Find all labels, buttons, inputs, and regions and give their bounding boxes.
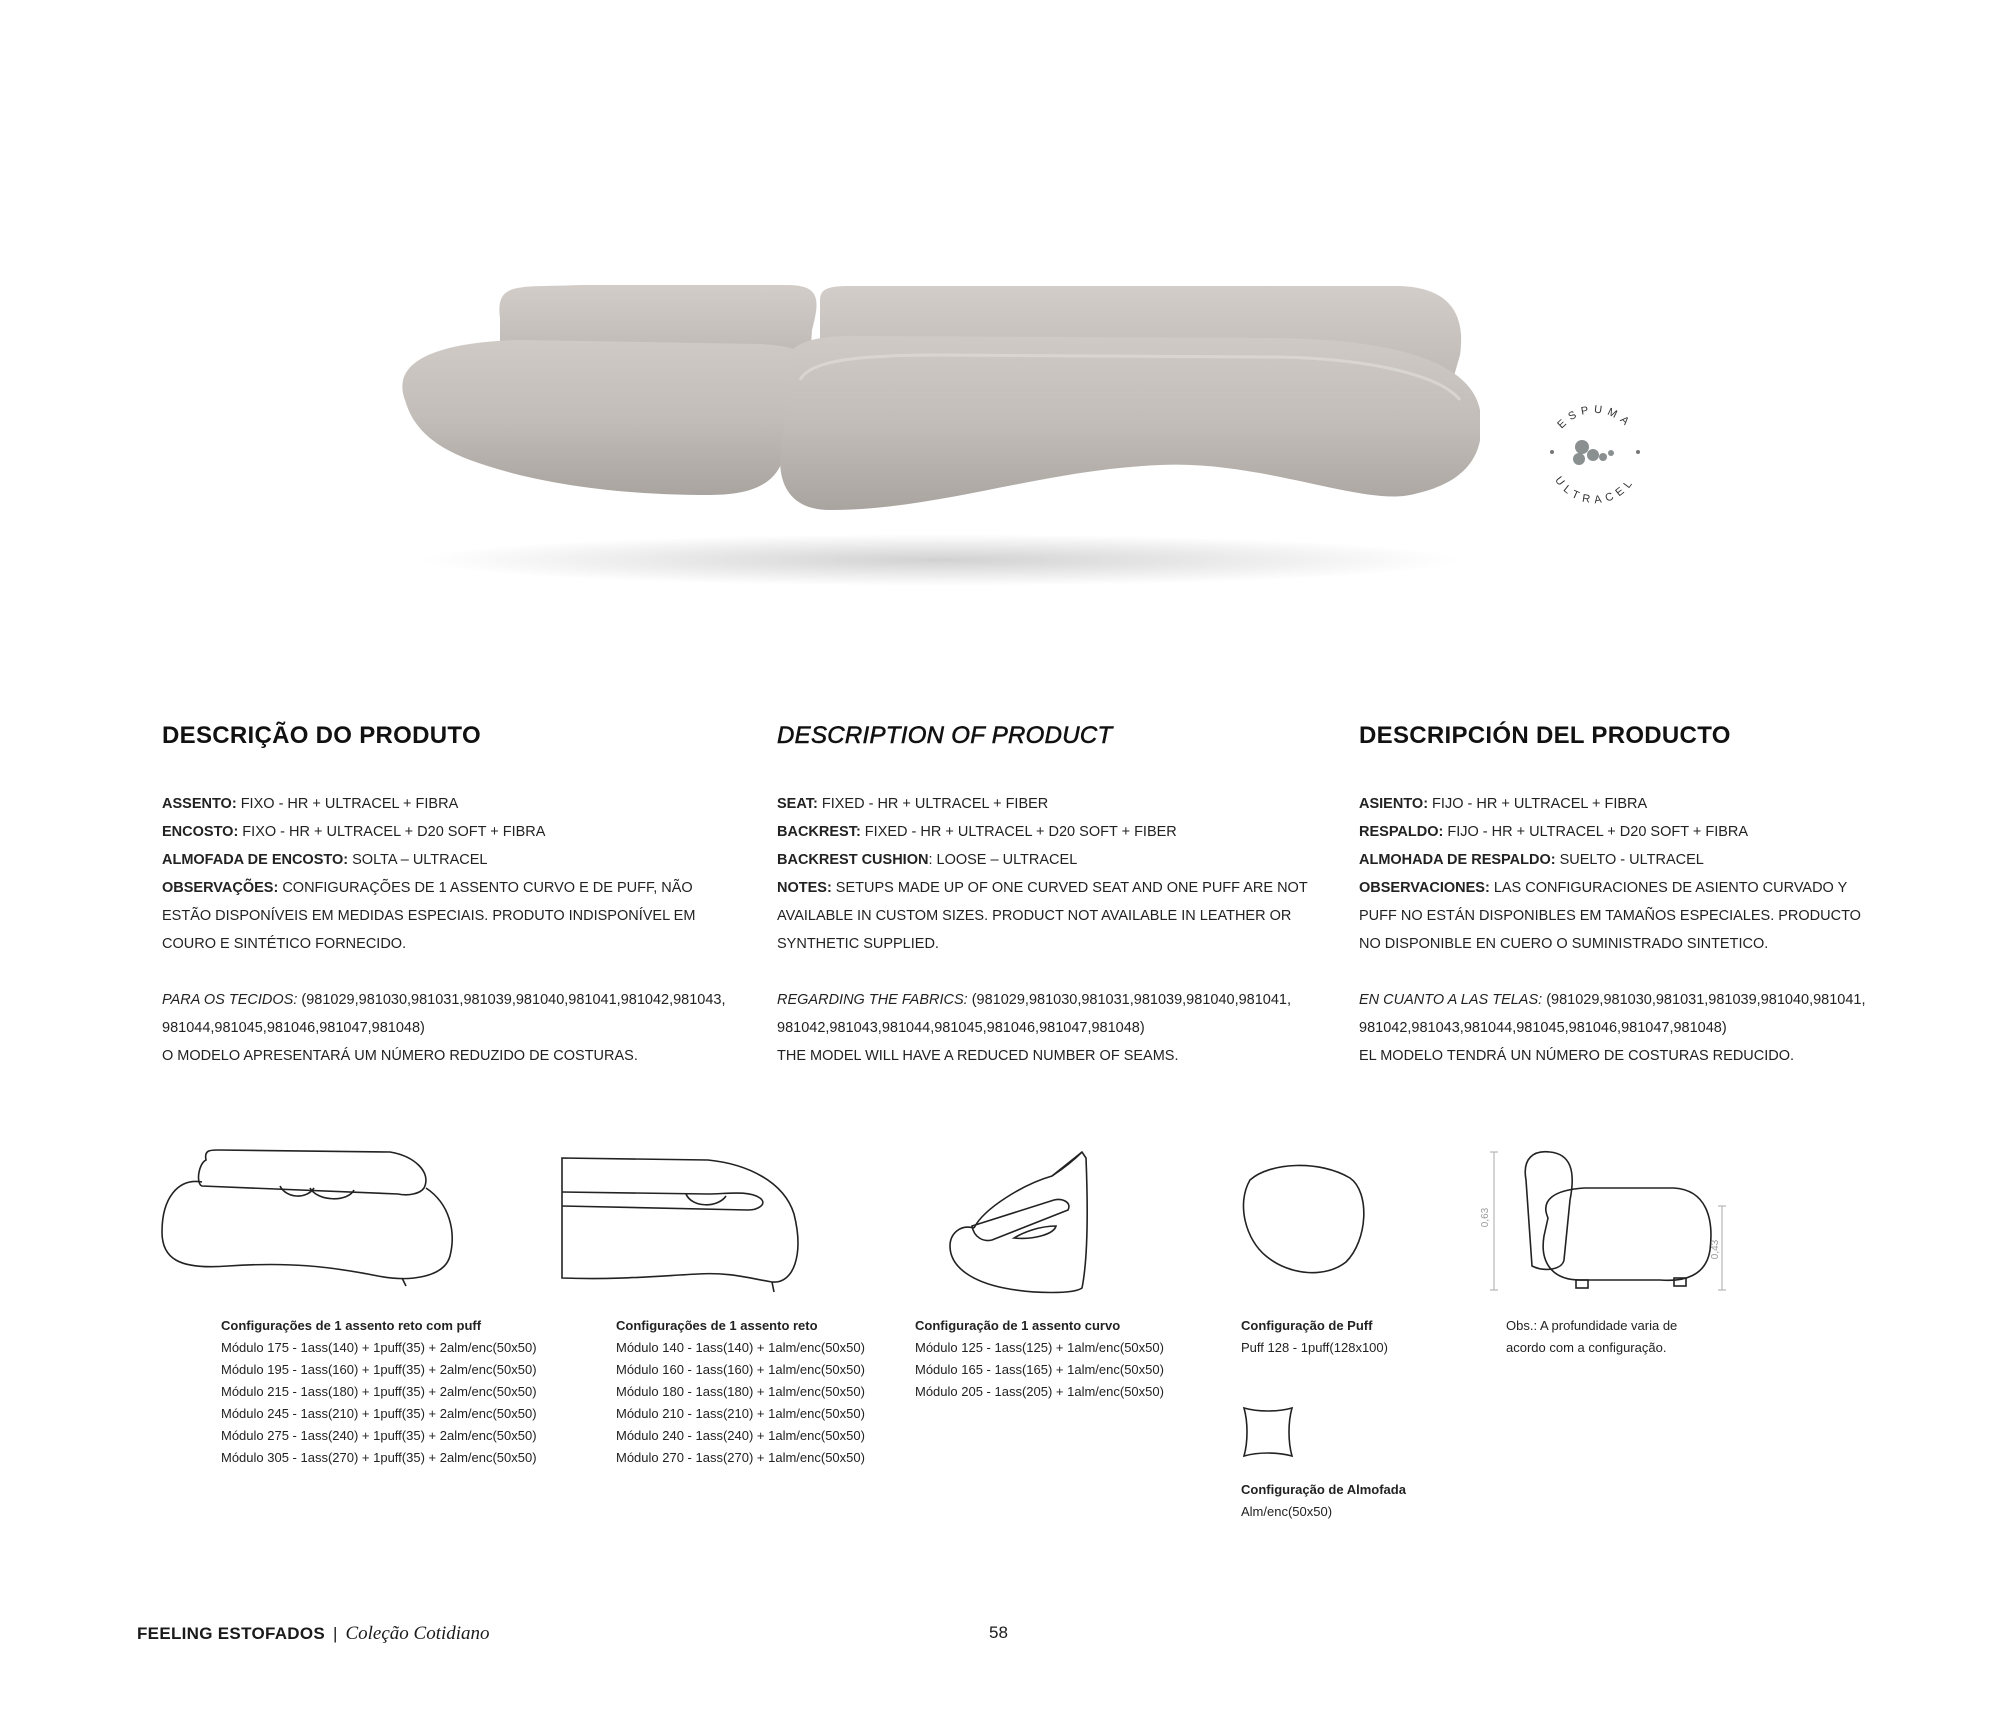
config-title: Configuração de Puff bbox=[1241, 1318, 1373, 1333]
column-title: DESCRIÇÃO DO PRODUTO bbox=[162, 722, 481, 749]
collection-name: Coleção Cotidiano bbox=[345, 1623, 490, 1644]
obs-line: AVAILABLE IN CUSTOM SIZES. PRODUCT NOT AVAILABLE IN LEATHER OR bbox=[777, 908, 1292, 924]
list-item: Módulo 175 - 1ass(140) + 1puff(35) + 2alm/enc(50x50) bbox=[221, 1340, 537, 1355]
config-title: Configuração de 1 assento curvo bbox=[915, 1318, 1121, 1333]
spec-value: FIJO - HR + ULTRACEL + D20 SOFT + FIBRA bbox=[1443, 824, 1749, 840]
config-list-puff bbox=[1241, 1315, 1388, 1359]
spec-value: FIXO - HR + ULTRACEL + FIBRA bbox=[236, 796, 459, 812]
list-item: Módulo 240 - 1ass(240) + 1alm/enc(50x50) bbox=[616, 1428, 865, 1443]
list-item: Módulo 205 - 1ass(205) + 1alm/enc(50x50) bbox=[915, 1384, 1164, 1399]
spec-value: FIJO - HR + ULTRACEL + FIBRA bbox=[1428, 796, 1648, 812]
spec-value: SOLTA – ULTRACEL bbox=[348, 852, 488, 868]
footer bbox=[137, 1623, 490, 1645]
config-list-straight bbox=[616, 1315, 865, 1469]
config-list-cushion bbox=[1241, 1479, 1406, 1523]
list-item: Módulo 305 - 1ass(270) + 1puff(35) + 2alm/enc(50x50) bbox=[221, 1450, 537, 1465]
list-item: Módulo 210 - 1ass(210) + 1alm/enc(50x50) bbox=[616, 1406, 865, 1421]
fabrics-label: PARA OS TECIDOS: bbox=[162, 992, 298, 1008]
spec-key: ENCOSTO: bbox=[162, 824, 239, 840]
drawing-straight-seat-with-puff bbox=[158, 1148, 458, 1288]
list-item: Módulo 270 - 1ass(270) + 1alm/enc(50x50) bbox=[616, 1450, 865, 1465]
config-title: Configuração de Almofada bbox=[1241, 1482, 1406, 1497]
model-note: O MODELO APRESENTARÁ UM NÚMERO REDUZIDO DE COSTURAS. bbox=[162, 1048, 638, 1064]
page-number: 58 bbox=[989, 1623, 1008, 1642]
spec-key: ALMOHADA DE RESPALDO: bbox=[1359, 852, 1556, 868]
list-item: Módulo 215 - 1ass(180) + 1puff(35) + 2alm/enc(50x50) bbox=[221, 1384, 537, 1399]
spec-key: SEAT: bbox=[777, 796, 818, 812]
list-item: Alm/enc(50x50) bbox=[1241, 1504, 1333, 1519]
obs-line: COURO E SINTÉTICO FORNECIDO. bbox=[162, 936, 407, 952]
fabrics-codes: (981029,981030,981031,981039,981040,981041, bbox=[967, 992, 1292, 1008]
column-title: DESCRIPCIÓN DEL PRODUCTO bbox=[1359, 722, 1731, 749]
spec-key: BACKREST CUSHION bbox=[777, 852, 929, 868]
obs-line: PUFF NO ESTÁN DISPONIBLES EM TAMAÑOS ESPECIALES. PRODUCTO bbox=[1359, 908, 1861, 924]
dimension-seat-label: 0,43 bbox=[1710, 1239, 1722, 1260]
drawing-cushion bbox=[1240, 1404, 1296, 1460]
sofa-product-image bbox=[380, 260, 1480, 590]
spec-key: OBSERVAÇÕES: bbox=[162, 880, 279, 896]
spec-value: LAS CONFIGURACIONES DE ASIENTO CURVADO Y bbox=[1489, 880, 1848, 896]
footer-separator: | bbox=[333, 1624, 338, 1643]
fabrics-codes-cont: 981042,981043,981044,981045,981046,981047,981048) bbox=[777, 1020, 1145, 1036]
obs-line: NO DISPONIBLE EN CUERO O SUMINISTRADO SINTETICO. bbox=[1359, 936, 1769, 952]
drawing-straight-seat bbox=[558, 1154, 808, 1294]
fabrics-codes-cont: 981044,981045,981046,981047,981048) bbox=[162, 1020, 425, 1036]
spec-key: RESPALDO: bbox=[1359, 824, 1444, 840]
note-line: Obs.: A profundidade varia de bbox=[1506, 1318, 1678, 1333]
badge-bottom-text: ULTRACEL bbox=[1552, 474, 1638, 507]
list-item: Módulo 140 - 1ass(140) + 1alm/enc(50x50) bbox=[616, 1340, 865, 1355]
fabrics-label: REGARDING THE FABRICS: bbox=[777, 992, 968, 1008]
column-title: DESCRIPTION OF PRODUCT bbox=[777, 722, 1113, 749]
svg-text:ULTRACEL bbox=[1552, 475, 1637, 507]
drawing-puff bbox=[1240, 1160, 1370, 1278]
spec-value: FIXED - HR + ULTRACEL + D20 SOFT + FIBER bbox=[860, 824, 1177, 840]
list-item: Módulo 195 - 1ass(160) + 1puff(35) + 2alm/enc(50x50) bbox=[221, 1362, 537, 1377]
spec-value: CONFIGURAÇÕES DE 1 ASSENTO CURVO E DE PUFF, NÃO bbox=[278, 880, 693, 896]
note-line: acordo com a configuração. bbox=[1506, 1340, 1667, 1355]
spec-value: SUELTO - ULTRACEL bbox=[1555, 852, 1704, 868]
dimension-height-label: 0,63 bbox=[1480, 1207, 1492, 1228]
model-note: EL MODELO TENDRÁ UN NÚMERO DE COSTURAS REDUCIDO. bbox=[1359, 1048, 1795, 1064]
depth-note bbox=[1506, 1315, 1677, 1359]
fabrics-codes: (981029,981030,981031,981039,981040,981041,981042,981043, bbox=[297, 992, 726, 1008]
spec-key: ALMOFADA DE ENCOSTO: bbox=[162, 852, 349, 868]
fabrics-codes: (981029,981030,981031,981039,981040,981041, bbox=[1542, 992, 1866, 1008]
svg-text:ESPUMA bbox=[1555, 404, 1635, 432]
config-title: Configurações de 1 assento reto bbox=[616, 1318, 818, 1333]
list-item: Módulo 160 - 1ass(160) + 1alm/enc(50x50) bbox=[616, 1362, 865, 1377]
brand-name: FEELING ESTOFADOS bbox=[137, 1624, 326, 1643]
drawing-side-view bbox=[1480, 1140, 1734, 1300]
model-note: THE MODEL WILL HAVE A REDUCED NUMBER OF SEAMS. bbox=[777, 1048, 1179, 1064]
espuma-ultracel-badge bbox=[1535, 395, 1655, 515]
description-column-es bbox=[1359, 722, 1939, 1070]
badge-top-text: ESPUMA bbox=[1555, 403, 1635, 432]
description-column-pt bbox=[162, 722, 742, 1070]
spec-key: ASIENTO: bbox=[1359, 796, 1429, 812]
list-item: Módulo 125 - 1ass(125) + 1alm/enc(50x50) bbox=[915, 1340, 1164, 1355]
list-item: Puff 128 - 1puff(128x100) bbox=[1241, 1340, 1388, 1355]
obs-line: SYNTHETIC SUPPLIED. bbox=[777, 936, 939, 952]
description-column-en bbox=[777, 722, 1357, 1070]
spec-key: ASSENTO: bbox=[162, 796, 237, 812]
fabrics-codes-cont: 981042,981043,981044,981045,981046,981047,981048) bbox=[1359, 1020, 1727, 1036]
drawing-curved-seat bbox=[944, 1148, 1094, 1298]
spec-value: SETUPS MADE UP OF ONE CURVED SEAT AND ONE PUFF ARE NOT bbox=[831, 880, 1308, 896]
list-item: Módulo 165 - 1ass(165) + 1alm/enc(50x50) bbox=[915, 1362, 1164, 1377]
list-item: Módulo 180 - 1ass(180) + 1alm/enc(50x50) bbox=[616, 1384, 865, 1399]
config-title: Configurações de 1 assento reto com puff bbox=[221, 1318, 482, 1333]
spec-value: FIXED - HR + ULTRACEL + FIBER bbox=[817, 796, 1049, 812]
config-list-curved bbox=[915, 1315, 1164, 1403]
spec-value: : LOOSE – ULTRACEL bbox=[928, 852, 1078, 868]
config-list-straight-with-puff bbox=[221, 1315, 537, 1469]
obs-line: ESTÃO DISPONÍVEIS EM MEDIDAS ESPECIAIS. PRODUTO INDISPONÍVEL EM bbox=[162, 908, 696, 924]
spec-key: NOTES: bbox=[777, 880, 832, 896]
spec-value: FIXO - HR + ULTRACEL + D20 SOFT + FIBRA bbox=[238, 824, 546, 840]
list-item: Módulo 275 - 1ass(240) + 1puff(35) + 2alm/enc(50x50) bbox=[221, 1428, 537, 1443]
spec-key: BACKREST: bbox=[777, 824, 861, 840]
spec-key: OBSERVACIONES: bbox=[1359, 880, 1490, 896]
fabrics-label: EN CUANTO A LAS TELAS: bbox=[1359, 992, 1543, 1008]
list-item: Módulo 245 - 1ass(210) + 1puff(35) + 2alm/enc(50x50) bbox=[221, 1406, 537, 1421]
